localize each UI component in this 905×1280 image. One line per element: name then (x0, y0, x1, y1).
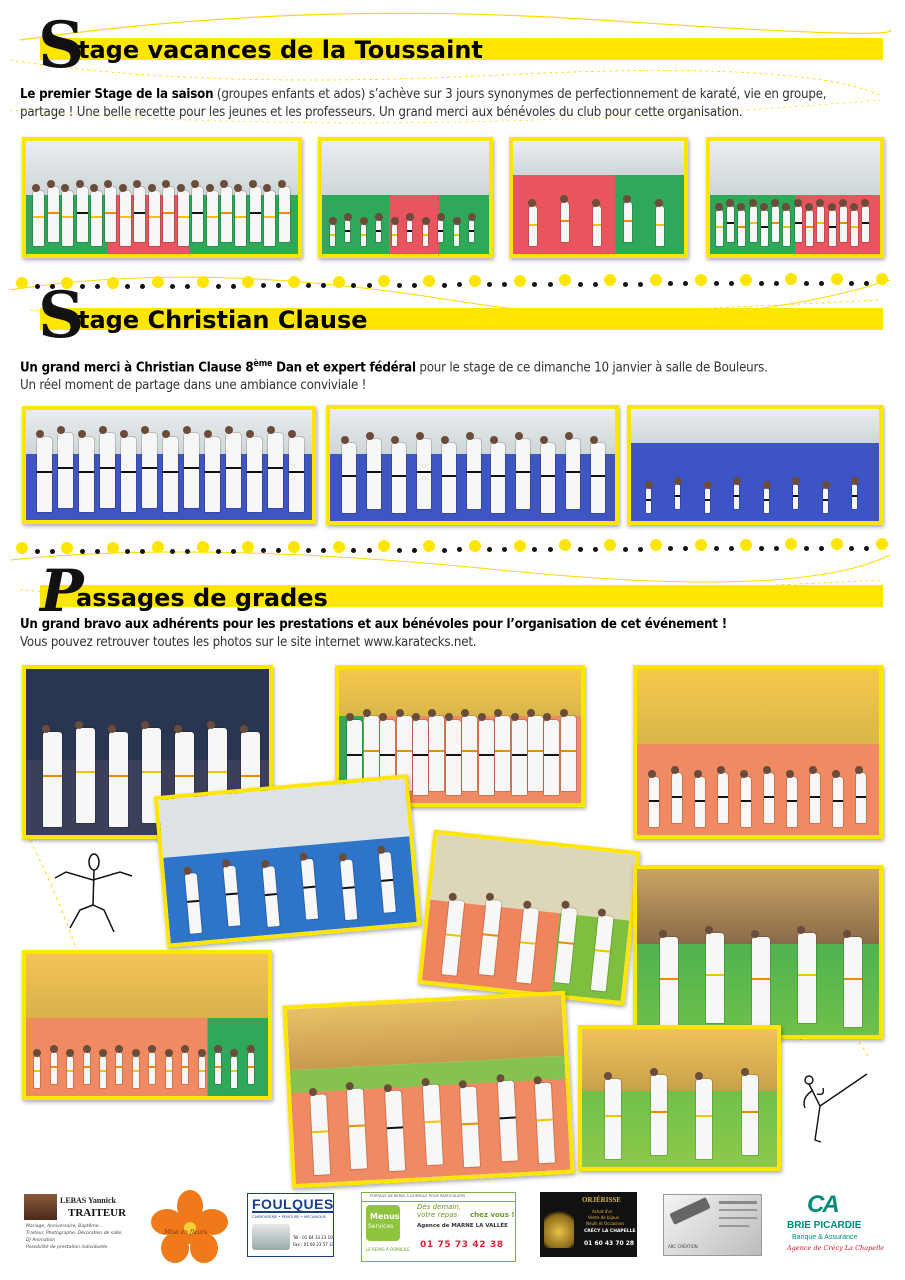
separator-dot (849, 546, 854, 551)
section-paragraph (20, 86, 826, 122)
karateka-figure (105, 187, 116, 242)
karateka-figure (109, 732, 128, 827)
karateka-figure (544, 720, 559, 795)
karateka-figure (695, 777, 705, 827)
karateka-figure (479, 720, 494, 795)
karateka-figure (718, 773, 728, 823)
sponsor-line: Mariage, Anniversaire, Baptême... (26, 1224, 103, 1229)
separator-dot (638, 282, 643, 287)
separator-dot (231, 284, 236, 289)
paragraph-run: ème (253, 359, 273, 369)
sponsor-foot: LE REPAS À DOMICILE (366, 1247, 410, 1252)
separator-dot (831, 538, 843, 550)
karateka-figure (133, 1056, 139, 1088)
karateka-figure (851, 210, 858, 246)
sponsor-line: Possibilité de prestation individuelle (26, 1245, 108, 1250)
karateka-figure (289, 437, 304, 512)
separator-dot (849, 281, 854, 286)
karateka-figure (235, 191, 246, 246)
karateka-figure (342, 443, 356, 513)
separator-dot (442, 548, 447, 553)
separator-dot (367, 548, 372, 553)
karateka-figure (856, 773, 866, 823)
karateka-figure (764, 488, 769, 513)
karateka-figure (742, 1075, 758, 1155)
karateka-figure (221, 187, 232, 242)
karateka-figure (764, 773, 774, 823)
karateka-figure (43, 732, 62, 827)
separator-dot (638, 547, 643, 552)
separator-dot (714, 281, 719, 286)
karateka-figure (247, 437, 262, 512)
car-image (252, 1224, 290, 1250)
separator-dot (288, 276, 300, 288)
photo-kids-lineup (706, 137, 884, 258)
karateka-figure (184, 433, 199, 508)
separator-dot (804, 546, 809, 551)
karateka-figure (250, 187, 261, 242)
photo-kids-stretching (509, 137, 688, 258)
sponsor-orjerisse (540, 1192, 637, 1257)
separator-dot (593, 282, 598, 287)
sponsor-line: Vente de bijoux (588, 1215, 620, 1220)
sponsor-name: BRIE PICARDIE (787, 1220, 862, 1231)
karateka-figure (446, 720, 461, 795)
karateka-figure (752, 937, 770, 1027)
karateka-figure (134, 187, 145, 242)
sponsor-name: ORJÉRISSE (582, 1196, 621, 1204)
separator-dot (216, 549, 221, 554)
photo-adults-group (22, 406, 316, 524)
photo-group-kids (22, 137, 302, 258)
karateka-figure (149, 191, 160, 246)
sponsor-line: Achat d'or (592, 1209, 613, 1214)
karateka-figure (454, 224, 459, 246)
karateka-figure (34, 1056, 40, 1088)
photo-grades-kids-row (282, 991, 574, 1189)
separator-dot (578, 547, 583, 552)
section-title: tage vacances de la Toussaint (78, 36, 483, 64)
drop-cap: S (38, 8, 85, 83)
sponsor-flower-logo (150, 1188, 230, 1268)
separator-dot (397, 548, 402, 553)
paragraph-line (20, 634, 727, 652)
karateka-figure (817, 206, 824, 242)
paragraph-run: Le premier Stage de la saison (20, 87, 214, 102)
karateka-figure (84, 1052, 90, 1084)
separator-dot (804, 281, 809, 286)
karateka-figure (646, 488, 651, 513)
separator-dot (695, 274, 707, 286)
karateka-figure (741, 777, 751, 827)
karateka-figure (367, 439, 381, 509)
karateka-figure (215, 1052, 221, 1084)
separator-dot (623, 547, 628, 552)
karateka-figure (738, 210, 745, 246)
paragraph-line (20, 104, 826, 122)
karateka-figure (516, 439, 530, 509)
photo-training-mat (318, 137, 493, 258)
separator-dot (876, 273, 888, 285)
karateka-figure (566, 439, 580, 509)
separator-dot (650, 539, 662, 551)
karateka-figure (462, 716, 477, 791)
sponsor-name: LEBAS Yannick (60, 1196, 116, 1205)
paragraph-line (20, 377, 768, 395)
separator-dot (714, 546, 719, 551)
sponsor-agency: Agence de Crécy La Chapelle (787, 1244, 885, 1252)
separator-dot (774, 281, 779, 286)
sponsor-label: ABC CRÉATION (668, 1244, 698, 1249)
karateka-figure (330, 224, 335, 246)
section-paragraph (20, 355, 768, 395)
karateka-figure (727, 206, 734, 242)
karateka-figure (121, 437, 136, 512)
sponsor-brand: Services (368, 1223, 394, 1230)
separator-dot (16, 542, 28, 554)
karateka-figure (593, 206, 601, 246)
karateka-figure (467, 439, 481, 509)
karateka-figure (423, 224, 428, 246)
separator-dot (695, 539, 707, 551)
karateka-figure (120, 191, 131, 246)
karateka-figure (67, 1056, 73, 1088)
separator-dot (469, 540, 481, 552)
karateka-figure (116, 1052, 122, 1084)
paragraph-run: Un grand bravo aux adhérents pour les prestations et aux bénévoles pour l’organisation de cet événement ! (20, 617, 727, 632)
karateka-figure (833, 777, 843, 827)
karateka-figure (392, 224, 397, 246)
karateka-figure (840, 206, 847, 242)
separator-dot (107, 277, 119, 289)
sponsor-abc-creation (663, 1194, 762, 1256)
karateka-figure (705, 488, 710, 513)
karateka-figure (58, 433, 73, 508)
karateka-figure (33, 191, 44, 246)
karateka-figure (442, 443, 456, 513)
section-title: tage Christian Clause (78, 306, 368, 334)
separator-dot (412, 283, 417, 288)
karateka-figure (852, 484, 857, 509)
karateka-figure (761, 210, 768, 246)
karateka-figure (417, 439, 431, 509)
karateka-figure (192, 187, 203, 242)
paragraph-line (20, 355, 768, 377)
sponsor-phone: Tél : 01 64 33 23 10 (293, 1235, 333, 1240)
separator-dot (367, 283, 372, 288)
karateka-figure (649, 777, 659, 827)
karateka-figure (392, 443, 406, 513)
paragraph-line (20, 616, 727, 634)
karateka-figure (793, 484, 798, 509)
sponsor-line: CRÉCY LA CHAPELLE (584, 1229, 636, 1234)
karateka-figure (591, 443, 605, 513)
separator-dot (548, 282, 553, 287)
karateka-figure (656, 206, 664, 246)
karateka-figure (561, 202, 569, 242)
karateka-figure (163, 437, 178, 512)
karateka-figure (495, 716, 510, 791)
separator-dot (593, 547, 598, 552)
sponsor-phone: Fax : 01 60 23 57 37 (293, 1242, 335, 1247)
karateka-figure (407, 220, 412, 242)
karateka-figure (231, 1056, 237, 1088)
karateka-figure (163, 187, 174, 242)
karateka-figure (142, 433, 157, 508)
karateka-figure (529, 206, 537, 246)
separator-dot (231, 549, 236, 554)
separator-dot (759, 546, 764, 551)
paragraph-run: Vous pouvez retrouver toutes les photos sur le site internet www.karatecks.net. (20, 635, 477, 650)
karateka-figure (716, 210, 723, 246)
karateka-figure (783, 210, 790, 246)
ca-logo-mark: CA (807, 1191, 838, 1218)
karateka-figure (798, 933, 816, 1023)
karateka-figure (91, 191, 102, 246)
section-title: assages de grades (76, 584, 328, 612)
stick-figure-icon (52, 850, 136, 935)
sponsor-slogan: chez vous ! (470, 1211, 515, 1219)
separator-dot (578, 282, 583, 287)
karateka-figure (512, 720, 527, 795)
karateka-figure (37, 437, 52, 512)
karateka-figure (248, 1052, 254, 1084)
paragraph-run: partage ! Une belle recette pour les jeunes et les professeurs. Un grand merci aux bénévoles du club pour cette organisation. (20, 105, 743, 120)
karateka-figure (862, 206, 869, 242)
paragraph-run: Un grand merci à Christian Clause 8 (20, 360, 254, 376)
separator-dot (774, 546, 779, 551)
karateka-figure (207, 191, 218, 246)
karateka-figure (264, 191, 275, 246)
karateka-figure (279, 187, 290, 242)
karateka-figure (787, 777, 797, 827)
sponsor-sub: Banque & Assurance (792, 1234, 858, 1241)
separator-dot (288, 541, 300, 553)
separator-dot (740, 274, 752, 286)
karateka-figure (51, 1052, 57, 1084)
karateka-figure (734, 484, 739, 509)
separator-dot (819, 281, 824, 286)
traiteur-photo (24, 1194, 57, 1220)
karateka-figure (79, 437, 94, 512)
separator-dot (442, 283, 447, 288)
separator-dot (514, 275, 526, 287)
karateka-figure (491, 443, 505, 513)
karateka-figure (528, 716, 543, 791)
separator-dot (623, 282, 628, 287)
karateka-figure (675, 484, 680, 509)
karateka-figure (772, 206, 779, 242)
sponsor-slogan: votre repas (417, 1211, 458, 1219)
karateka-figure (651, 1075, 667, 1155)
sponsor-agency: Agence de MARNE LA VALLÉE (417, 1223, 508, 1229)
sponsor-brand: Menus (370, 1212, 400, 1221)
karateka-figure (376, 220, 381, 242)
sponsor-phone: 01 60 43 70 28 (584, 1240, 635, 1247)
karateka-figure (561, 716, 576, 791)
karateka-figure (178, 191, 189, 246)
karateka-figure (541, 443, 555, 513)
karateka-figure (823, 488, 828, 513)
karateka-figure (706, 933, 724, 1023)
karateka-figure (226, 433, 241, 508)
photo-grades-hall-wide (22, 950, 272, 1100)
karateka-figure (205, 437, 220, 512)
flower-text: Mise en fleurs (164, 1229, 208, 1236)
karateka-figure (672, 773, 682, 823)
sponsor-lebas-traiteur (24, 1194, 139, 1260)
separator-dot (333, 276, 345, 288)
karateka-figure (48, 187, 59, 242)
separator-dot (729, 281, 734, 286)
karateka-figure (182, 1052, 188, 1084)
photo-adults-stretching (627, 405, 883, 525)
separator-dot (107, 542, 119, 554)
photo-grades-kids-kata (417, 830, 640, 1006)
photo-grades-blue-mat (154, 774, 421, 948)
separator-dot (514, 540, 526, 552)
separator-dot (876, 538, 888, 550)
karateka-figure (438, 220, 443, 242)
photo-grades-kids-crowd (633, 865, 883, 1039)
sponsor-slogan: Dès demain, (417, 1203, 462, 1211)
photo-grades-kids-final (578, 1025, 781, 1171)
karateka-figure (750, 206, 757, 242)
photo-adults-training (326, 405, 619, 525)
separator-dot (729, 546, 734, 551)
sponsor-menus-services (361, 1192, 516, 1262)
sponsor-line: Traiteur, Photographe, Décoration de salle, (26, 1231, 123, 1236)
sponsor-foulques (247, 1193, 334, 1257)
karateka-figure (361, 224, 366, 246)
separator-dot (216, 284, 221, 289)
paragraph-run: Dan et expert fédéral (272, 360, 416, 376)
karateka-figure (100, 433, 115, 508)
karateka-figure (469, 220, 474, 242)
karateka-figure (413, 720, 428, 795)
karateka-figure (829, 210, 836, 246)
karateka-figure (76, 728, 95, 823)
separator-dot (397, 283, 402, 288)
karateka-figure (268, 433, 283, 508)
separator-dot (333, 541, 345, 553)
separator-dot (548, 547, 553, 552)
karateka-figure (429, 716, 444, 791)
karateka-figure (199, 1056, 205, 1088)
drop-cap: P (40, 557, 84, 625)
sponsor-line: DJ Animation (26, 1238, 56, 1243)
separator-dot (831, 273, 843, 285)
separator-dot (650, 274, 662, 286)
paragraph-run: pour le stage de ce dimanche 10 janvier à salle de Bouleurs. (415, 360, 768, 376)
karateka-figure (77, 187, 88, 242)
karateka-figure (100, 1056, 106, 1088)
karateka-figure (62, 191, 73, 246)
separator-dot (469, 275, 481, 287)
separator-dot (740, 539, 752, 551)
photo-grades-kicks (633, 665, 883, 839)
drop-cap: S (38, 278, 85, 353)
separator-dot (61, 542, 73, 554)
separator-dot (412, 548, 417, 553)
sponsor-top: PORTAGE DE REPAS À DOMICILE POUR PARTICULIERS (370, 1194, 466, 1198)
sponsor-name: FOULQUES (252, 1196, 334, 1212)
separator-dot (16, 277, 28, 289)
sponsor-credit-agricole (780, 1191, 885, 1263)
sponsor-tag: CARROSSERIE • PEINTURE • MÉCANIQUE (252, 1215, 326, 1219)
sponsor-phone: 01 75 73 42 38 (420, 1240, 504, 1250)
karateka-figure (795, 206, 802, 242)
karateka-figure (660, 937, 678, 1027)
sponsor-line: Neufs et Occasions (586, 1221, 625, 1226)
paragraph-run: Un réel moment de partage dans une ambiance conviviale ! (20, 378, 367, 394)
section-paragraph (20, 616, 727, 652)
paragraph-run: (groupes enfants et ados) s’achève sur 3 jours synonymes de perfectionnement de karaté, vie en groupe, (213, 87, 827, 102)
separator-dot (759, 281, 764, 286)
karateka-figure (696, 1079, 712, 1159)
karateka-figure (166, 1056, 172, 1088)
karateka-figure (844, 937, 862, 1027)
kicking-figure-icon (795, 1068, 875, 1148)
karateka-figure (624, 202, 632, 242)
karateka-figure (345, 220, 350, 242)
separator-dot (819, 546, 824, 551)
paragraph-line (20, 86, 826, 104)
karateka-figure (149, 1052, 155, 1084)
karateka-figure (605, 1079, 621, 1159)
sponsor-sub: TRAITEUR (68, 1207, 127, 1219)
karateka-figure (806, 210, 813, 246)
karateka-figure (810, 773, 820, 823)
